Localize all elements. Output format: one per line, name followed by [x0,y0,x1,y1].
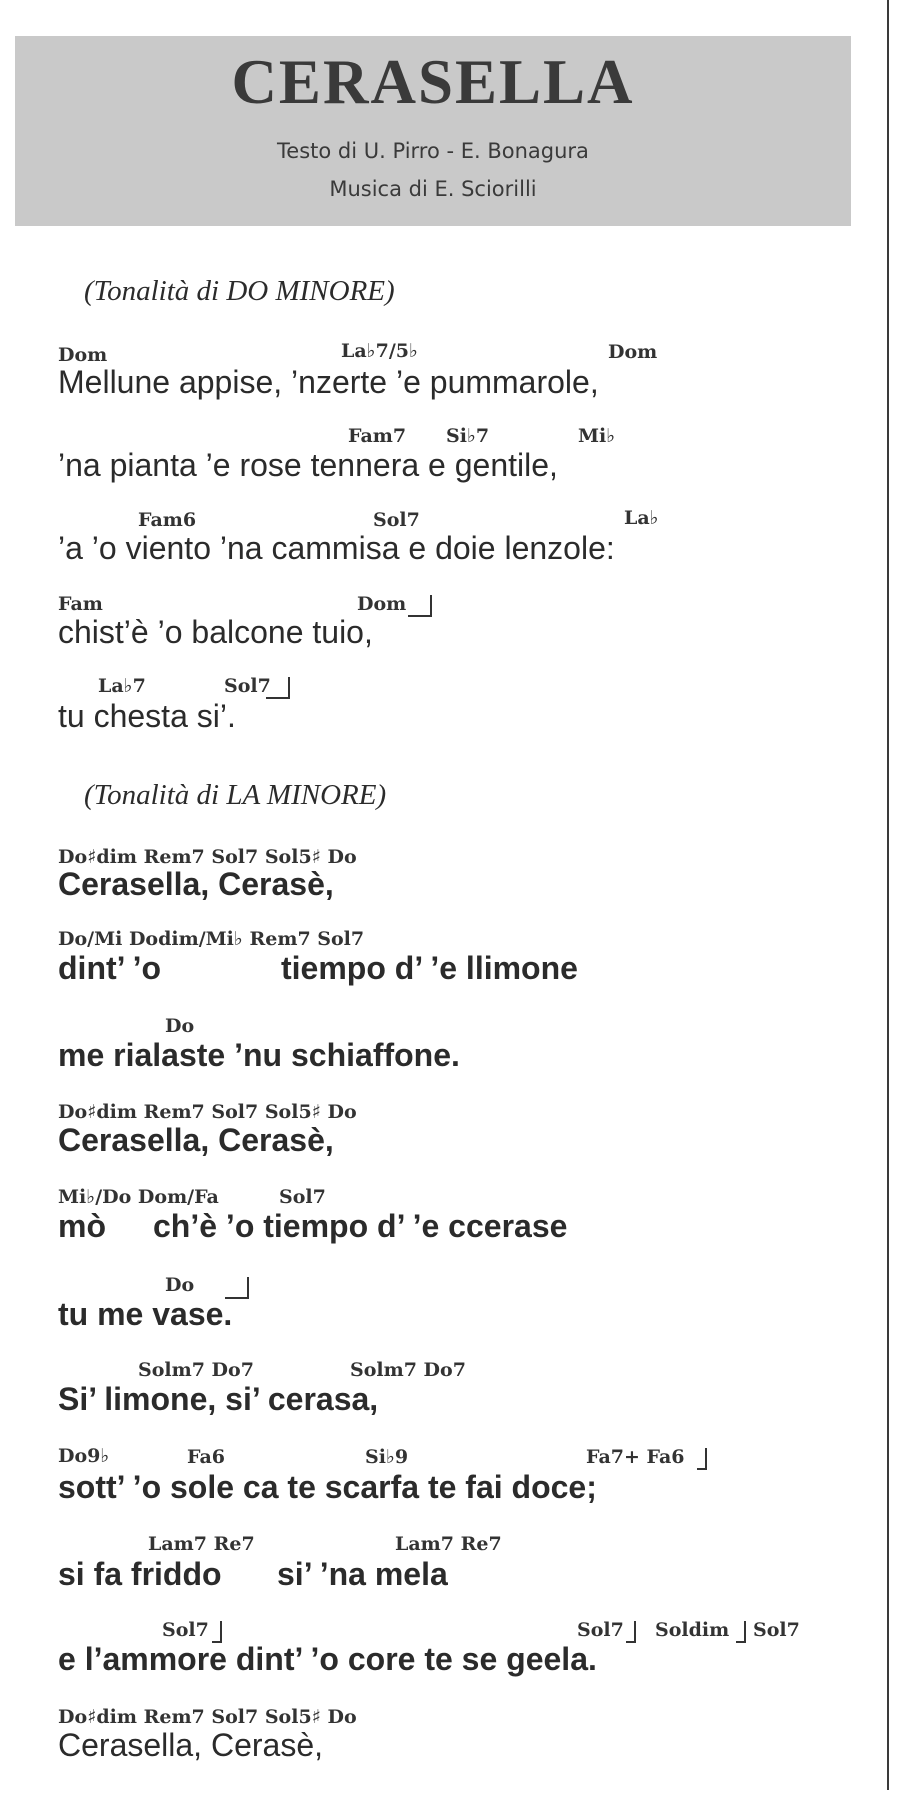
chord: Si♭7 [446,425,490,447]
chord: Do♯dim Rem7 Sol7 Sol5♯ Do [58,1706,357,1728]
chord: Sol7 [224,675,271,697]
chord: Sol7 [162,1619,209,1641]
chord: Sol7 [753,1619,800,1641]
lyric-line: ’a ’o viento ’na cammisa e doie lenzole: [58,530,615,566]
key-label-do-minore: (Tonalità di DO MINORE) [84,275,395,307]
lyric-line: tu chesta si’. [58,698,236,734]
phrase-end-mark [697,1448,707,1470]
chord: La♭7/5♭ [341,340,418,362]
lyric-line: Si’ limone, si’ cerasa, [58,1381,379,1417]
chord: Sol7 [279,1186,326,1208]
chord: Do♯dim Rem7 Sol7 Sol5♯ Do [58,1101,357,1123]
lyric-line: tiempo d’ ’e llimone [281,950,578,986]
chord: Dom [357,593,407,615]
chord: Solm7 Do7 [350,1359,466,1381]
lyric-line: Cerasella, Cerasè, [58,1727,323,1763]
chord: Fa6 [187,1446,225,1468]
phrase-end-mark [736,1621,746,1643]
lyric-line: Mellune appise, ’nzerte ’e pummarole, [58,364,599,400]
phrase-end-mark [408,595,432,617]
title-banner [15,36,851,226]
lyric-line: Cerasella, Cerasè, [58,866,334,902]
chord: Do♯dim Rem7 Sol7 Sol5♯ Do [58,846,357,868]
key-label-la-minore: (Tonalità di LA MINORE) [84,779,387,811]
chord: Fam6 [138,509,197,531]
chord: La♭7 [98,675,146,697]
lyric-line: Cerasella, Cerasè, [58,1122,334,1158]
chord: Fam [58,593,103,615]
chord: Dom [608,341,658,363]
lyric-line: mò [58,1208,106,1244]
chord: Dom [58,344,108,366]
phrase-end-mark [626,1621,636,1643]
chord: Fam7 [348,425,407,447]
chord: Mi♭ [578,425,616,447]
lyric-line: ’na pianta ’e rose tennera e gentile, [58,447,558,483]
chord: Sol7 [373,509,420,531]
chord: Fa7+ Fa6 [586,1446,685,1468]
lyric-line: sott’ ’o sole ca te scarfa te fai doce; [58,1469,597,1505]
chord: Soldim [655,1619,730,1641]
phrase-end-mark [266,677,290,699]
chord: Do [165,1274,195,1296]
chord: Lam7 Re7 [148,1533,255,1555]
lyric-line: me rialaste ’nu schiaffone. [58,1037,460,1073]
lyric-line: si fa friddo [58,1556,222,1592]
lyric-line: ch’è ’o tiempo d’ ’e ccerase [153,1208,568,1244]
chord: Solm7 Do7 [138,1359,254,1381]
chord: Do/Mi Dodim/Mi♭ Rem7 Sol7 [58,928,365,950]
lyric-line: e l’ammore dint’ ’o core te se geela. [58,1641,597,1677]
music-credit: Musica di E. Sciorilli [329,177,537,201]
page-edge-rule [887,0,889,1790]
chord: La♭ [624,507,659,529]
chord: Do [165,1015,195,1037]
chord: Do9♭ [58,1445,110,1467]
phrase-end-mark [212,1621,222,1643]
lyrics-credit: Testo di U. Pirro - E. Bonagura [277,139,589,163]
chord: Mi♭/Do Dom/Fa [58,1186,219,1208]
lyric-line: dint’ ’o [58,950,162,986]
lyric-line: si’ ’na mela [277,1556,448,1592]
chord: Si♭9 [365,1446,409,1468]
chord: Sol7 [577,1619,624,1641]
song-title: CERASELLA [231,47,635,117]
lyric-line: tu me vase. [58,1296,233,1332]
lyric-line: chist’è ’o balcone tuio, [58,614,373,650]
chord: Lam7 Re7 [395,1533,502,1555]
